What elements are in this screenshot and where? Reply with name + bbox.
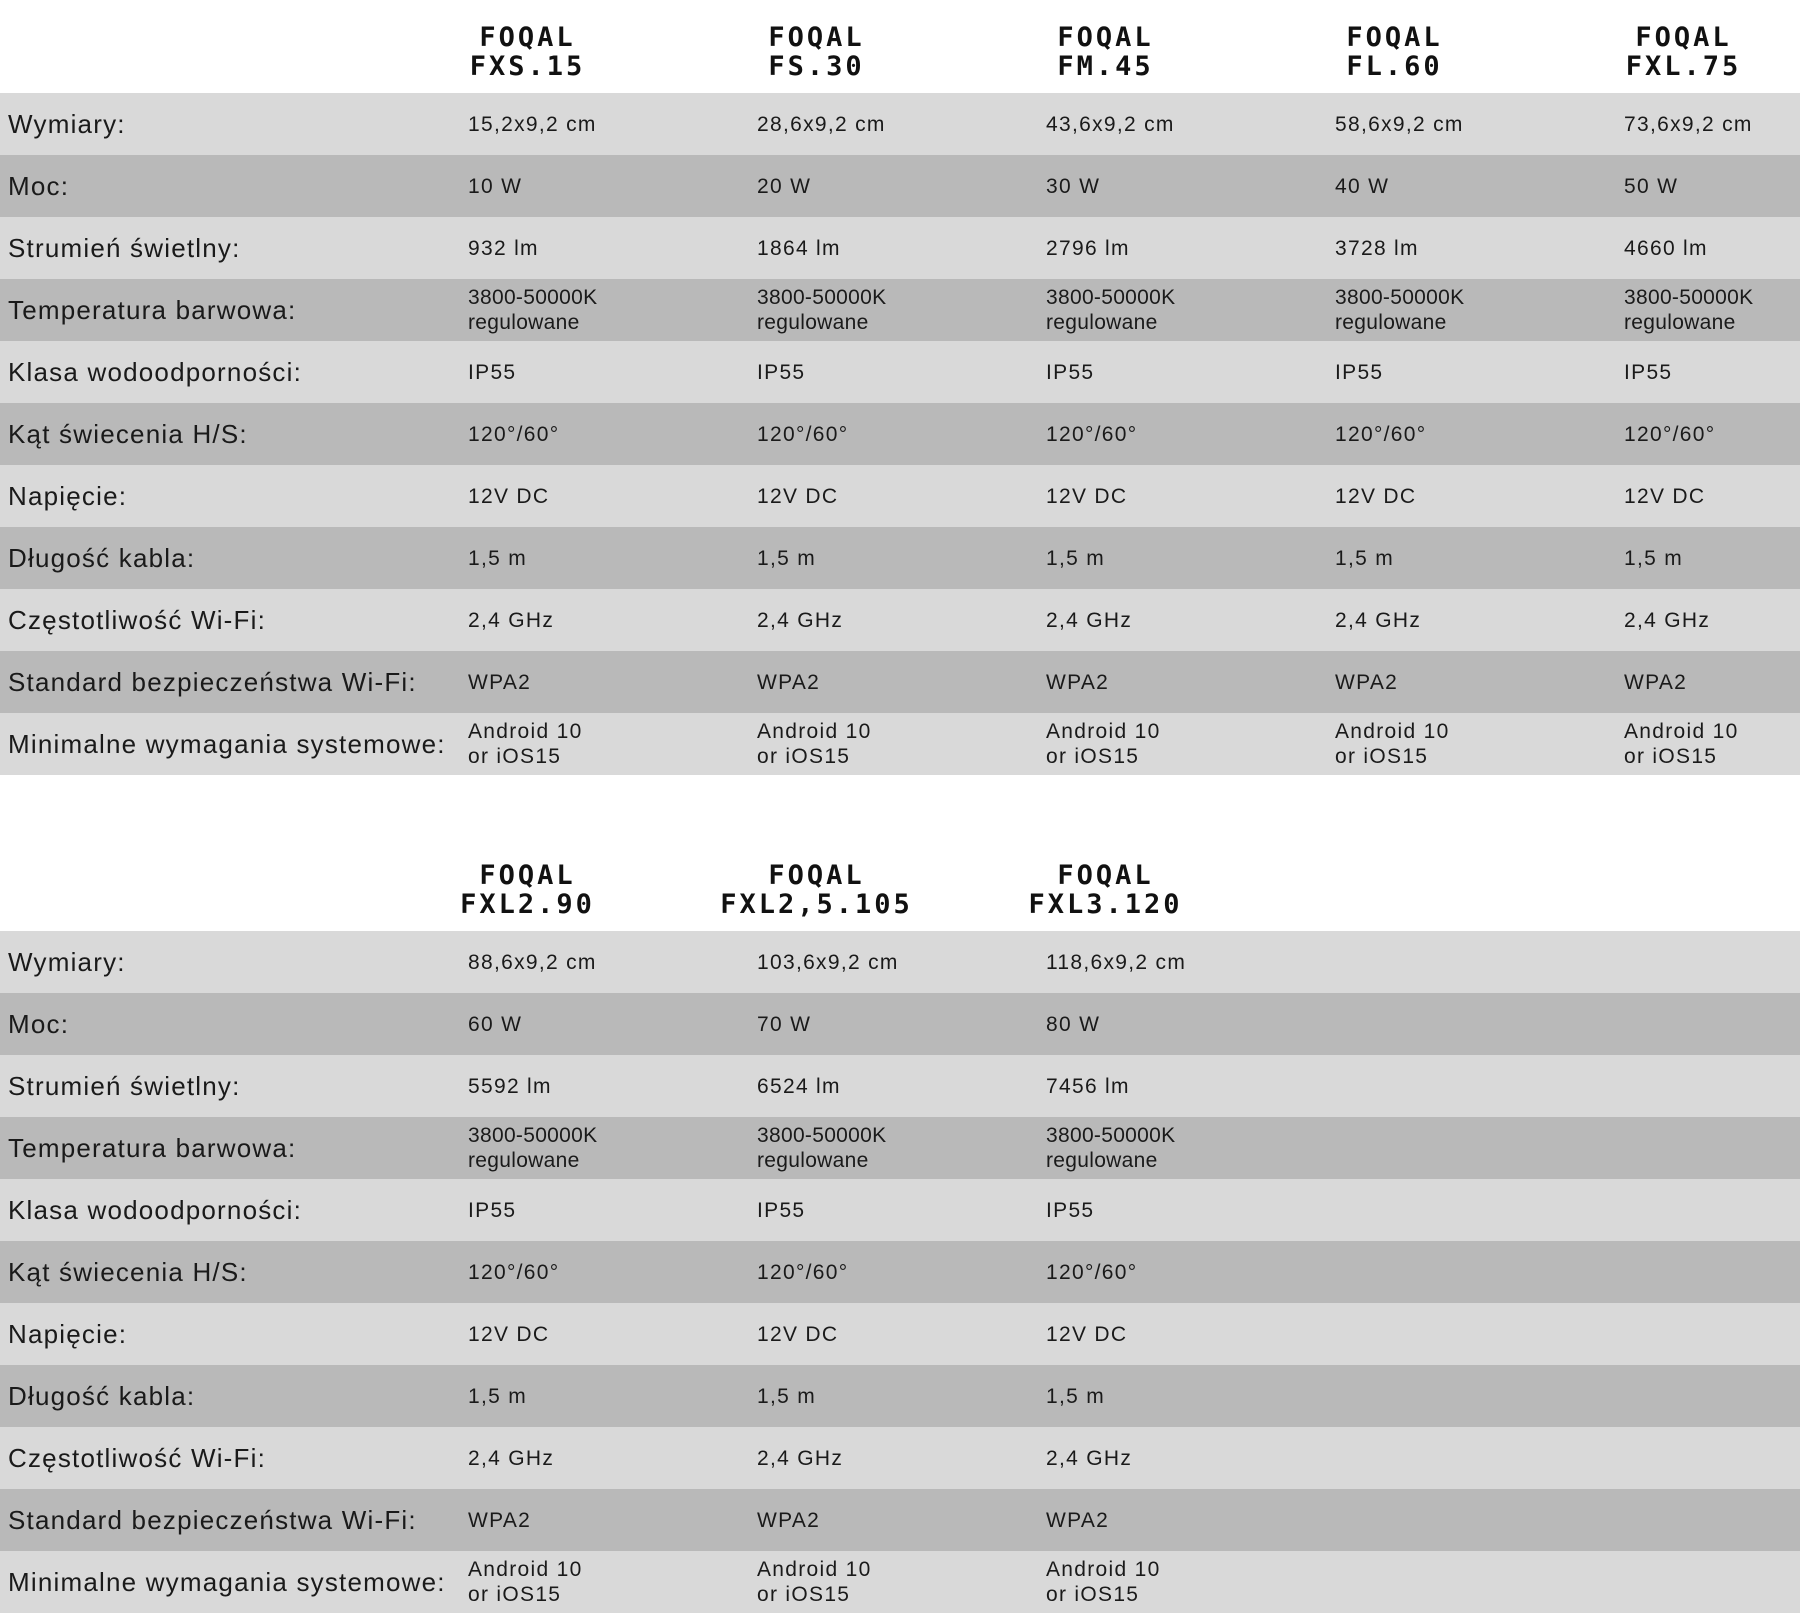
cell-line: regulowane	[1046, 311, 1158, 334]
cell-system-requirements	[1041, 719, 1330, 769]
row-color-temperature	[0, 1117, 1800, 1179]
row-label: Częstotliwość Wi-Fi:	[8, 1442, 267, 1473]
brand-name: FOQAL	[1057, 22, 1154, 53]
cell-luminous-flux: 7456 lm	[1046, 1074, 1130, 1098]
brand-name: FOQAL	[479, 860, 576, 891]
cell-cable-length: 1,5 m	[757, 546, 817, 570]
cell-power: 10 W	[468, 174, 523, 198]
cell-dimensions: 73,6x9,2 cm	[1624, 112, 1753, 136]
row-label: Strumień świetlny:	[8, 1070, 241, 1101]
row-cable-length	[0, 1365, 1800, 1427]
cell-wifi-frequency: 2,4 GHz	[468, 608, 555, 632]
row-label: Standard bezpieczeństwa Wi-Fi:	[8, 666, 417, 697]
cell-wifi-frequency: 2,4 GHz	[757, 1446, 844, 1470]
cell-line: regulowane	[468, 311, 580, 334]
cell-cable-length: 1,5 m	[1046, 546, 1106, 570]
row-label: Kąt świecenia H/S:	[8, 1256, 248, 1287]
cell-beam-angle: 120°/60°	[468, 422, 560, 446]
cell-color-temperature	[463, 285, 752, 335]
row-label: Minimalne wymagania systemowe:	[8, 728, 446, 759]
row-wifi-security	[0, 1489, 1800, 1551]
cell-power: 80 W	[1046, 1012, 1101, 1036]
cell-line: regulowane	[1335, 311, 1447, 334]
cell-wifi-frequency: 2,4 GHz	[468, 1446, 555, 1470]
cell-system-requirements	[463, 719, 752, 769]
row-label: Napięcie:	[8, 1318, 128, 1349]
cell-wifi-security: WPA2	[468, 1508, 532, 1532]
cell-line: regulowane	[468, 1149, 580, 1172]
cell-power: 30 W	[1046, 174, 1101, 198]
brand-name: FOQAL	[1635, 22, 1732, 53]
cell-cable-length: 1,5 m	[757, 1384, 817, 1408]
cell-beam-angle: 120°/60°	[1046, 1260, 1138, 1284]
brand-name: FOQAL	[479, 22, 576, 53]
cell-system-requirements	[1330, 719, 1619, 769]
cell-system-requirements	[752, 719, 1041, 769]
cell-line: or iOS15	[468, 745, 562, 768]
cell-line: or iOS15	[757, 1583, 851, 1606]
row-wifi-security	[0, 651, 1800, 713]
row-wifi-frequency	[0, 589, 1800, 651]
brand-name: FOQAL	[1346, 22, 1443, 53]
cell-wifi-security: WPA2	[1624, 670, 1688, 694]
cell-color-temperature	[463, 1123, 752, 1173]
model-name: FM.45	[1057, 51, 1154, 82]
cell-waterproof-class: IP55	[468, 1198, 517, 1222]
cell-cable-length: 1,5 m	[1046, 1384, 1106, 1408]
cell-wifi-frequency: 2,4 GHz	[1046, 608, 1133, 632]
model-header-row	[0, 838, 1800, 931]
spec-table-1	[0, 0, 1800, 775]
cell-beam-angle: 120°/60°	[757, 1260, 849, 1284]
cell-cable-length: 1,5 m	[468, 546, 528, 570]
cell-line: 3800-50000K	[757, 286, 887, 309]
cell-waterproof-class: IP55	[1046, 360, 1095, 384]
cell-waterproof-class: IP55	[757, 1198, 806, 1222]
model-name: FXL2,5.105	[720, 889, 913, 920]
cell-dimensions: 118,6x9,2 cm	[1046, 950, 1187, 974]
row-label: Strumień świetlny:	[8, 232, 241, 263]
cell-system-requirements	[1619, 719, 1800, 769]
spec-table-2	[0, 838, 1800, 1613]
cell-voltage: 12V DC	[757, 484, 839, 508]
cell-voltage: 12V DC	[468, 484, 550, 508]
cell-line: 3800-50000K	[468, 286, 598, 309]
cell-color-temperature	[1041, 1123, 1330, 1173]
row-waterproof-class	[0, 341, 1800, 403]
cell-wifi-security: WPA2	[1046, 1508, 1110, 1532]
cell-line: or iOS15	[468, 1583, 562, 1606]
cell-luminous-flux: 1864 lm	[757, 236, 841, 260]
row-system-requirements	[0, 1551, 1800, 1613]
row-label: Długość kabla:	[8, 542, 196, 573]
cell-line: or iOS15	[1335, 745, 1429, 768]
model-header-row	[0, 0, 1800, 93]
cell-luminous-flux: 3728 lm	[1335, 236, 1419, 260]
cell-color-temperature	[1041, 285, 1330, 335]
cell-line: 3800-50000K	[1046, 286, 1176, 309]
cell-color-temperature	[1619, 285, 1800, 335]
cell-line: Android 10	[757, 1558, 872, 1581]
row-label: Moc:	[8, 1008, 70, 1039]
row-label: Wymiary:	[8, 108, 126, 139]
cell-waterproof-class: IP55	[468, 360, 517, 384]
cell-luminous-flux: 5592 lm	[468, 1074, 552, 1098]
cell-line: or iOS15	[757, 745, 851, 768]
cell-line: or iOS15	[1046, 1583, 1140, 1606]
model-name: FXS.15	[469, 51, 586, 82]
cell-voltage: 12V DC	[1046, 484, 1128, 508]
row-waterproof-class	[0, 1179, 1800, 1241]
row-label: Temperatura barwowa:	[8, 294, 297, 325]
cell-line: regulowane	[1046, 1149, 1158, 1172]
cell-line: 3800-50000K	[468, 1124, 598, 1147]
cell-waterproof-class: IP55	[1335, 360, 1384, 384]
row-cable-length	[0, 527, 1800, 589]
brand-name: FOQAL	[1057, 860, 1154, 891]
cell-power: 40 W	[1335, 174, 1390, 198]
row-system-requirements	[0, 713, 1800, 775]
cell-dimensions: 28,6x9,2 cm	[757, 112, 886, 136]
brand-name: FOQAL	[768, 860, 865, 891]
cell-luminous-flux: 4660 lm	[1624, 236, 1708, 260]
row-beam-angle	[0, 403, 1800, 465]
cell-line: or iOS15	[1046, 745, 1140, 768]
cell-wifi-frequency: 2,4 GHz	[757, 608, 844, 632]
row-label: Standard bezpieczeństwa Wi-Fi:	[8, 1504, 417, 1535]
cell-beam-angle: 120°/60°	[1335, 422, 1427, 446]
cell-cable-length: 1,5 m	[468, 1384, 528, 1408]
cell-luminous-flux: 932 lm	[468, 236, 539, 260]
model-name: FXL3.120	[1028, 889, 1183, 920]
model-header-fxl75	[1619, 0, 1800, 93]
row-dimensions	[0, 93, 1800, 155]
model-name: FS.30	[768, 51, 865, 82]
cell-line: Android 10	[1046, 1558, 1161, 1581]
model-name: FXL.75	[1625, 51, 1742, 82]
cell-waterproof-class: IP55	[1624, 360, 1673, 384]
cell-line: Android 10	[1046, 720, 1161, 743]
cell-line: Android 10	[468, 1558, 583, 1581]
cell-dimensions: 43,6x9,2 cm	[1046, 112, 1175, 136]
cell-power: 20 W	[757, 174, 812, 198]
cell-line: 3800-50000K	[1046, 1124, 1176, 1147]
cell-dimensions: 88,6x9,2 cm	[468, 950, 597, 974]
row-beam-angle	[0, 1241, 1800, 1303]
cell-voltage: 12V DC	[1046, 1322, 1128, 1346]
cell-line: 3800-50000K	[757, 1124, 887, 1147]
row-wifi-frequency	[0, 1427, 1800, 1489]
row-voltage	[0, 1303, 1800, 1365]
row-power	[0, 993, 1800, 1055]
cell-line: Android 10	[1335, 720, 1450, 743]
row-label: Kąt świecenia H/S:	[8, 418, 248, 449]
row-label: Temperatura barwowa:	[8, 1132, 297, 1163]
cell-voltage: 12V DC	[757, 1322, 839, 1346]
cell-beam-angle: 120°/60°	[1046, 422, 1138, 446]
cell-voltage: 12V DC	[1335, 484, 1417, 508]
cell-wifi-frequency: 2,4 GHz	[1046, 1446, 1133, 1470]
cell-line: 3800-50000K	[1624, 286, 1754, 309]
cell-cable-length: 1,5 m	[1335, 546, 1395, 570]
brand-name: FOQAL	[768, 22, 865, 53]
row-label: Częstotliwość Wi-Fi:	[8, 604, 267, 635]
cell-line: regulowane	[757, 1149, 869, 1172]
cell-dimensions: 15,2x9,2 cm	[468, 112, 597, 136]
cell-luminous-flux: 2796 lm	[1046, 236, 1130, 260]
model-header-fxl3120	[1028, 838, 1330, 931]
cell-waterproof-class: IP55	[1046, 1198, 1095, 1222]
model-name: FL.60	[1346, 51, 1443, 82]
row-label: Klasa wodoodporności:	[8, 1194, 303, 1225]
cell-beam-angle: 120°/60°	[757, 422, 849, 446]
cell-luminous-flux: 6524 lm	[757, 1074, 841, 1098]
row-dimensions	[0, 931, 1800, 993]
cell-cable-length: 1,5 m	[1624, 546, 1684, 570]
cell-dimensions: 103,6x9,2 cm	[757, 950, 899, 974]
cell-beam-angle: 120°/60°	[468, 1260, 560, 1284]
cell-wifi-security: WPA2	[1046, 670, 1110, 694]
cell-line: Android 10	[468, 720, 583, 743]
cell-dimensions: 58,6x9,2 cm	[1335, 112, 1464, 136]
cell-line: regulowane	[757, 311, 869, 334]
row-label: Napięcie:	[8, 480, 128, 511]
row-label: Minimalne wymagania systemowe:	[8, 1566, 446, 1597]
model-name: FXL2.90	[460, 889, 595, 920]
cell-color-temperature	[752, 285, 1041, 335]
cell-power: 50 W	[1624, 174, 1679, 198]
cell-line: Android 10	[1624, 720, 1739, 743]
cell-power: 70 W	[757, 1012, 812, 1036]
cell-wifi-security: WPA2	[1335, 670, 1399, 694]
cell-wifi-security: WPA2	[757, 670, 821, 694]
row-luminous-flux	[0, 1055, 1800, 1117]
row-label: Moc:	[8, 170, 70, 201]
cell-wifi-frequency: 2,4 GHz	[1624, 608, 1711, 632]
cell-line: regulowane	[1624, 311, 1736, 334]
cell-voltage: 12V DC	[1624, 484, 1706, 508]
cell-color-temperature	[1330, 285, 1619, 335]
cell-wifi-security: WPA2	[468, 670, 532, 694]
cell-wifi-security: WPA2	[757, 1508, 821, 1532]
cell-line: Android 10	[757, 720, 872, 743]
row-power	[0, 155, 1800, 217]
row-voltage	[0, 465, 1800, 527]
cell-line: 3800-50000K	[1335, 286, 1465, 309]
row-label: Długość kabla:	[8, 1380, 196, 1411]
cell-color-temperature	[752, 1123, 1041, 1173]
row-luminous-flux	[0, 217, 1800, 279]
cell-power: 60 W	[468, 1012, 523, 1036]
row-color-temperature	[0, 279, 1800, 341]
cell-waterproof-class: IP55	[757, 360, 806, 384]
cell-wifi-frequency: 2,4 GHz	[1335, 608, 1422, 632]
cell-voltage: 12V DC	[468, 1322, 550, 1346]
row-label: Klasa wodoodporności:	[8, 356, 303, 387]
row-label: Wymiary:	[8, 946, 126, 977]
cell-line: or iOS15	[1624, 745, 1718, 768]
cell-beam-angle: 120°/60°	[1624, 422, 1716, 446]
